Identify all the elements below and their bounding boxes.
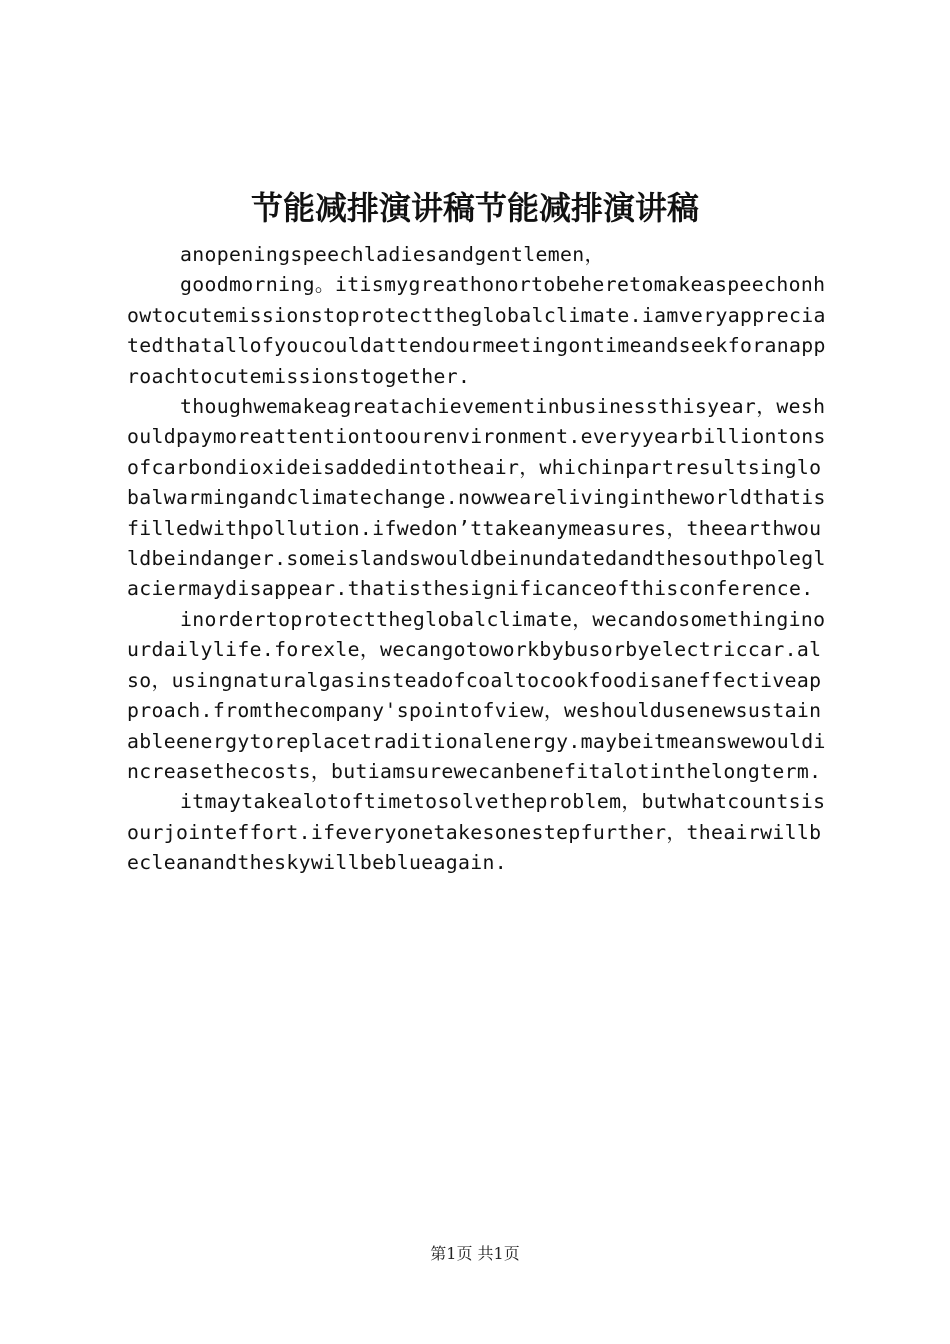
paragraph-environment: thoughwemakeagreatachievementinbusinessthisyear，weshouldpaymoreattentiontoourenvironment.everyyearbilliontonsofcarbondioxideisaddedintotheair，whichinpartresultsinglobalwarmingandclimatechange.nowwearelivingintheworldthatisfilledwithpollution.ifwedon’ttakeanymeasures，theearthwouldbeindanger.someislandswouldbeinundatedandthesouthpoleglaciermaydisappear.thatisthesignificanceofthisconference. xyxy=(127,395,826,601)
paragraph-closing: itmaytakealotoftimetosolvetheproblem，butwhatcountsisourjointeffort.ifeveryonetakesonestepfurther，theairwillbecleanandtheskywillbeblueagain. xyxy=(127,790,826,875)
page-number-footer: 第1页 共1页 xyxy=(430,1244,520,1263)
paragraph-greeting: goodmorning。itismygreathonortobeheretomakeaspeechonhowtocutemissionstoprotecttheglobalclimate.iamveryappreciatedthatallofyoucouldattendourmeetingontimeandseekforanapproachtocutemissionstogether. xyxy=(127,273,826,388)
document-body xyxy=(127,240,833,879)
paragraph-opening: anopeningspeechladiesandgentlemen， xyxy=(180,243,605,266)
paragraph-actions: inordertoprotecttheglobalclimate，wecandosomethinginourdailylife.forexle，wecangotoworkbybusorbyelectriccar.also，usingnaturalgasinsteadofcoaltocookfoodisaneffectiveapproach.fromthecompany'spointofview，weshouldusenewsustainableenergytoreplacetraditionalenergy.maybeitmeanswewouldincreasethecosts，butiamsurewecanbenefitalotinthelongterm. xyxy=(127,607,826,783)
document-title: 节能减排演讲稿节能减排演讲稿 xyxy=(250,189,699,227)
